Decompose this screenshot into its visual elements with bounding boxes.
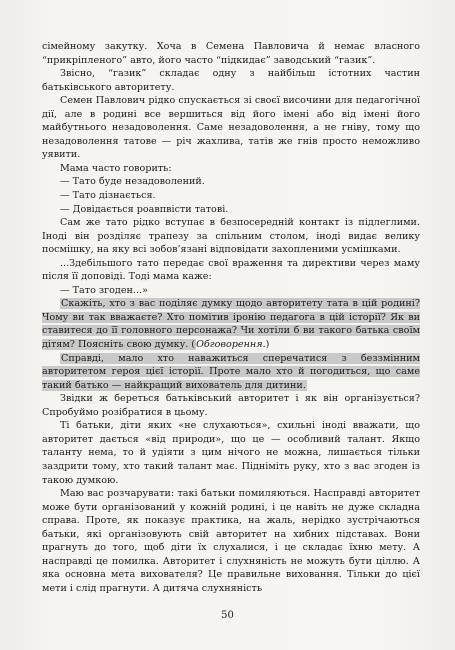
- paragraph: Сам же тато рідко вступає в безпосередній контакт із підлеглими. Іноді він розділяє трапезу за спільним столом, іноді видає велику посмішку, на яку всі зобов’язані відповідати захопленими усмішками.: [42, 217, 420, 256]
- question-paragraph: [42, 297, 420, 351]
- paragraph-text: .): [262, 339, 270, 351]
- paragraph: Ті батьки, діти яких «не слухаються», схильні іноді вважати, що авторитет дається «від природи», що це — особливий талант. Якщо таланту нема, то й удіяти з цим нічого не можна, лишається тільки заздрити тому, хто такий талант має. Підніміть руку, хто з вас згоден із такою думкою.: [42, 420, 420, 486]
- dialogue-line: — Тато буде незадоволений.: [60, 176, 205, 188]
- paragraph: Звісно, “газик” складає одну з найбільш істотних частин батьківського авторитету.: [42, 68, 420, 93]
- highlighted-text: Справді, мало хто наважиться сперечатися з беззмінним авторитетом героя цієї історії. Проте мало хто й погодиться, що саме такий батько — найкращий вихователь для дитини.: [42, 352, 420, 391]
- paragraph: Семен Павлович рідко спускається зі своєї височини для педагогічної дії, але в родині все вершиться від його імені або від імені його майбутнього незадоволення. Саме незадоволення, а не гніву, тому що незадоволення татове — річ жахлива, татів же гнів просто неможливо уявити.: [42, 95, 420, 161]
- paragraph: [42, 352, 420, 393]
- page-number: 50: [221, 610, 234, 621]
- highlighted-text: Скажіть, хто з вас поділяє думку щодо авторитету тата в цій родині? Чому ви так вважаєте? Хто помітив іронію педагога в цій історії? Як ви ставитеся до її головного персонажа? Чи хотіли б ви такого батька своїм дітям? Поясніть свою думку. (: [42, 298, 420, 351]
- paragraph: Звідки ж береться батьківський авторитет і як він організується? Спробуймо розібратися в цьому.: [42, 393, 420, 418]
- dialogue-line: — Тато згоден...»: [60, 284, 148, 296]
- dialogue-line: — Тато дізнається.: [60, 190, 156, 202]
- paragraph: сімейному закутку. Хоча в Семена Павловича й немає власного “прикріпленого” авто, його часто “підкидає” заводський “газик”.: [42, 41, 420, 66]
- dialogue-line: — Довідається роавпвісти татові.: [60, 203, 229, 215]
- emphasis-text: Обговорення: [196, 339, 263, 351]
- paragraph: ...Здебільшого тато передає свої враження та директиви через маму після її доповіді. Тоді мама каже:: [42, 257, 420, 283]
- paragraph: Мама часто говорить:: [60, 162, 172, 174]
- paragraph: Маю вас розчарувати: такі батьки помиляються. Насправді авторитет може бути організований у кожній родині, і це навіть не дуже складна справа. Проте, як показує практика, на жаль, нерідко зустрічаються батьки, які організовують свій авторитет на хибних підставах. Вони прагнуть до того, щоб діти їх слухалися, і це складає їхню мету. А насправді це помилка. Авторитет і слухняність не можуть бути ціллю. А яка основна мета вихователя? Це правильне виховання. Тільки до цієї мети і слід прагнути. А дитяча слухняність: [42, 488, 420, 594]
- page-body-text: [42, 40, 420, 595]
